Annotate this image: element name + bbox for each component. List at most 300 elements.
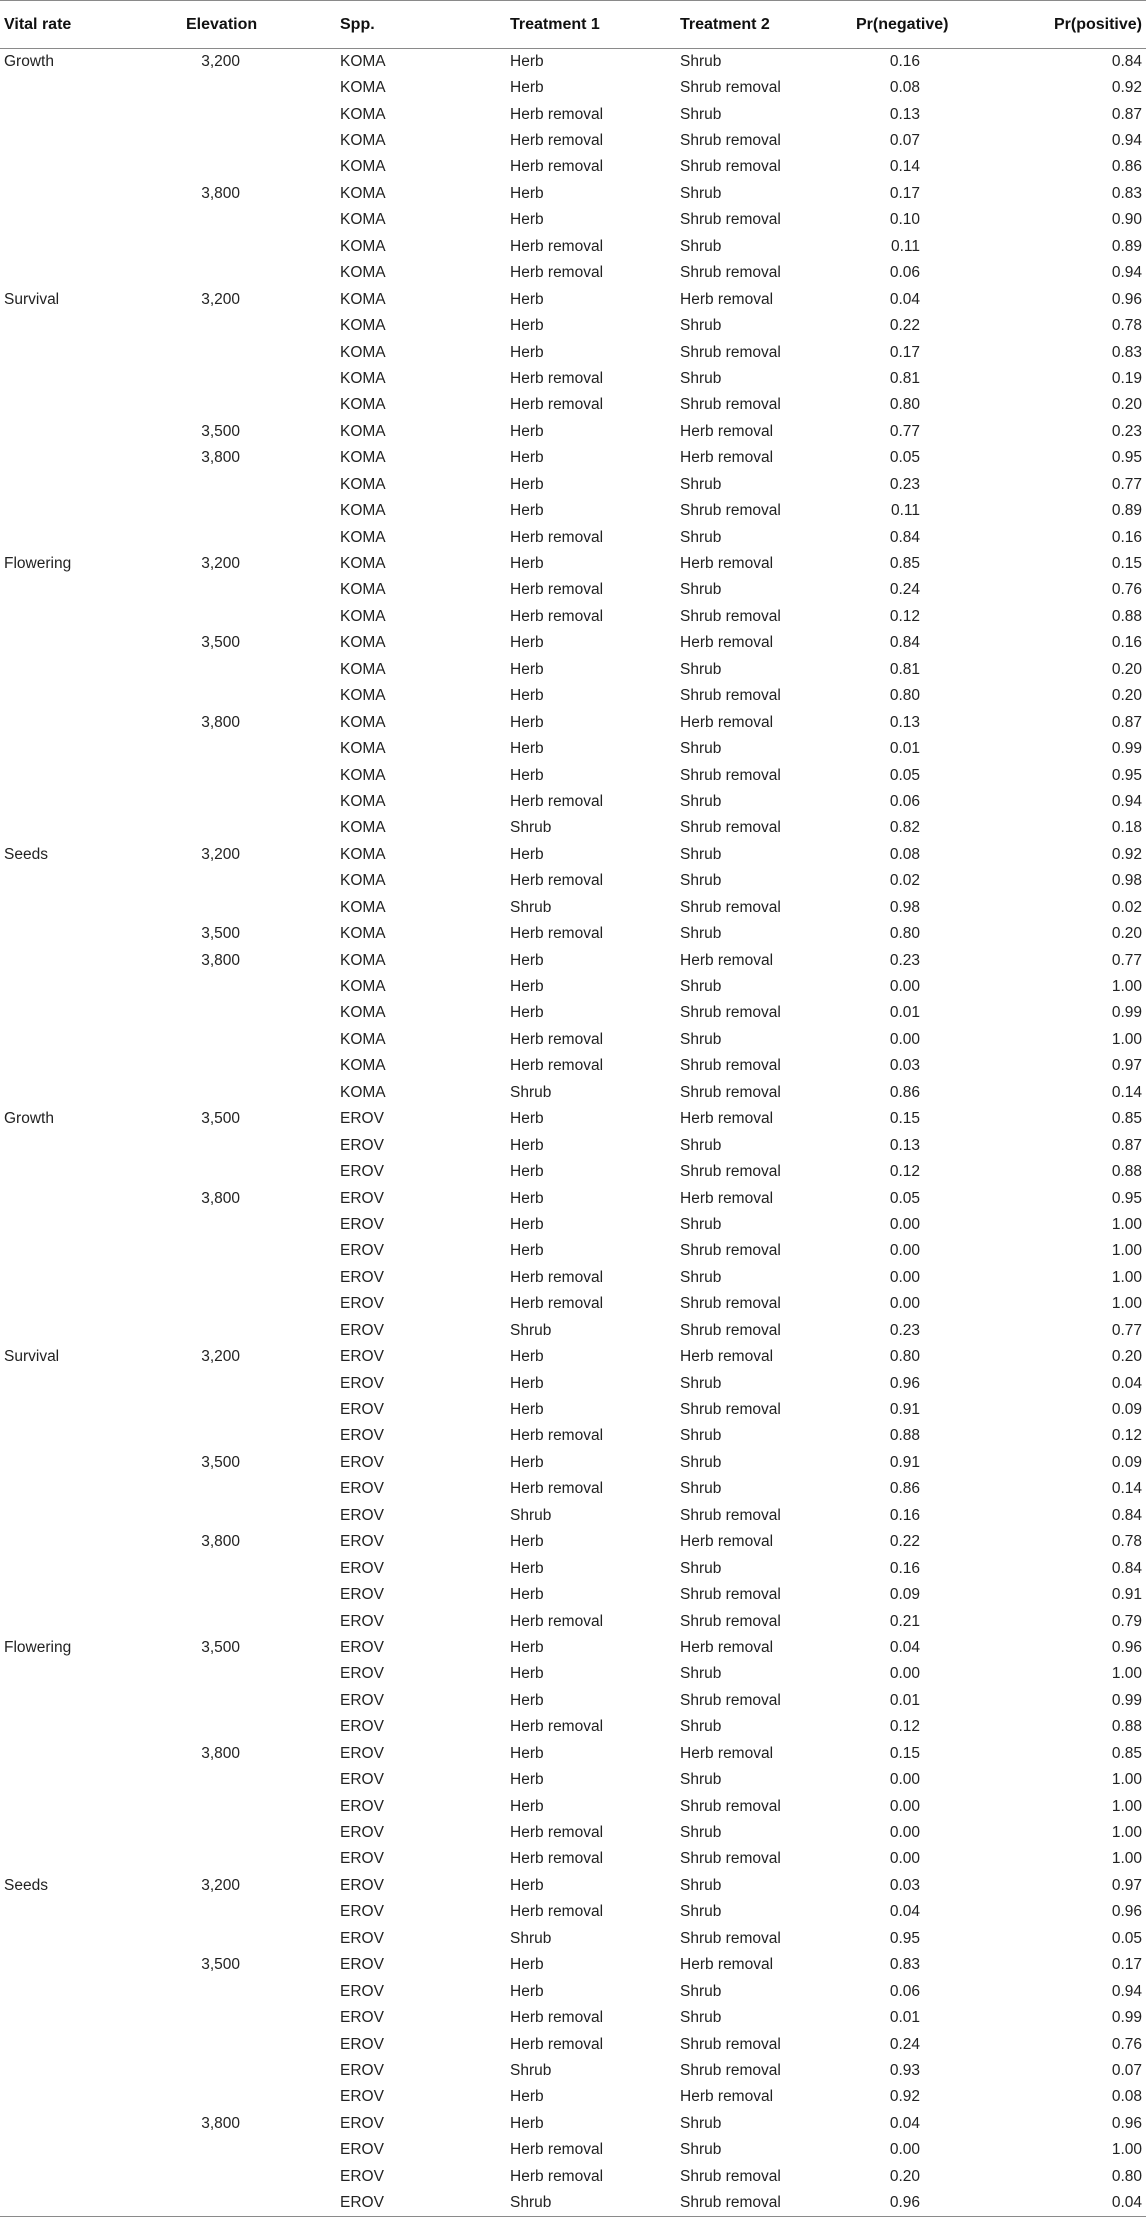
cell-pr-positive: 0.16 (1111, 634, 1142, 652)
cell-treatment-1: Herb removal (510, 1824, 604, 1842)
cell-treatment-2: Herb removal (680, 449, 774, 467)
cell-pr-positive: 0.77 (1111, 475, 1142, 493)
cell-elevation: 3,800 (201, 1189, 240, 1207)
cell-pr-positive: 0.85 (1111, 1110, 1142, 1128)
cell-treatment-1: Herb (510, 449, 544, 467)
cell-vital-rate (0, 1793, 186, 1819)
cell-vital-rate (0, 1476, 186, 1502)
cell-pr-negative: 0.01 (889, 740, 920, 758)
table-row (0, 366, 1146, 392)
table-row (0, 736, 1146, 762)
cell-vital-rate (0, 2137, 186, 2163)
table-header (0, 1, 1146, 49)
table-row (0, 498, 1146, 524)
cell-pr-positive: 0.09 (1111, 1453, 1142, 1471)
cell-vital-rate (0, 1952, 186, 1978)
cell-pr-negative: 0.80 (889, 687, 920, 705)
cell-elevation (186, 1503, 340, 1529)
cell-elevation (186, 1978, 340, 2004)
cell-treatment-1: Herb (510, 184, 544, 202)
table-row (0, 49, 1146, 75)
cell-species: KOMA (340, 898, 386, 916)
cell-vital-rate: Growth (4, 1110, 54, 1128)
cell-pr-positive: 0.89 (1111, 502, 1142, 520)
cell-pr-positive: 0.88 (1111, 1718, 1142, 1736)
cell-pr-positive: 0.89 (1111, 237, 1142, 255)
cell-pr-negative: 0.24 (889, 2035, 920, 2053)
cell-treatment-1: Herb removal (510, 1612, 604, 1630)
cell-vital-rate (0, 181, 186, 207)
cell-vital-rate (0, 1926, 186, 1952)
cell-treatment-2: Shrub (680, 845, 722, 863)
cell-vital-rate (0, 75, 186, 101)
table-row (0, 1159, 1146, 1185)
header-treatment-2: Treatment 2 (676, 1, 856, 49)
cell-species: KOMA (340, 1083, 386, 1101)
cell-pr-negative: 0.03 (889, 1057, 920, 1075)
cell-elevation (186, 1238, 340, 1264)
cell-vital-rate (0, 1053, 186, 1079)
table-row (0, 2084, 1146, 2110)
cell-pr-negative: 0.01 (889, 1004, 920, 1022)
table-row (0, 2031, 1146, 2057)
cell-vital-rate (0, 392, 186, 418)
cell-species: EROV (340, 1348, 384, 1366)
cell-elevation (186, 1423, 340, 1449)
cell-vital-rate (0, 2031, 186, 2057)
cell-treatment-1: Herb (510, 1163, 544, 1181)
cell-elevation (186, 1397, 340, 1423)
table-row (0, 260, 1146, 286)
cell-pr-negative: 0.84 (889, 528, 920, 546)
cell-elevation (186, 2058, 340, 2084)
cell-species: KOMA (340, 872, 386, 890)
cell-elevation (186, 392, 340, 418)
cell-species: KOMA (340, 158, 386, 176)
table-row (0, 868, 1146, 894)
cell-vital-rate (0, 2111, 186, 2137)
cell-pr-negative: 0.92 (889, 2088, 920, 2106)
table-row (0, 1661, 1146, 1687)
cell-species: EROV (340, 1321, 384, 1339)
cell-species: KOMA (340, 396, 386, 414)
cell-vital-rate: Flowering (4, 555, 72, 573)
cell-pr-negative: 0.06 (889, 264, 920, 282)
cell-vital-rate (0, 472, 186, 498)
cell-treatment-1: Shrub (510, 1083, 552, 1101)
cell-species: EROV (340, 1903, 384, 1921)
cell-elevation: 3,500 (201, 1453, 240, 1471)
cell-treatment-1: Herb removal (510, 1427, 604, 1445)
cell-pr-positive: 0.87 (1111, 713, 1142, 731)
cell-treatment-1: Herb (510, 687, 544, 705)
cell-vital-rate (0, 1132, 186, 1158)
cell-vital-rate (0, 1741, 186, 1767)
cell-treatment-2: Shrub removal (680, 1295, 781, 1313)
cell-species: KOMA (340, 528, 386, 546)
cell-vital-rate (0, 313, 186, 339)
cell-vital-rate (0, 1080, 186, 1106)
cell-treatment-1: Herb (510, 502, 544, 520)
cell-vital-rate (0, 1265, 186, 1291)
table-row (0, 1978, 1146, 2004)
cell-treatment-2: Shrub removal (680, 1004, 781, 1022)
cell-vital-rate (0, 2005, 186, 2031)
cell-pr-negative: 0.11 (890, 502, 920, 520)
cell-elevation (186, 101, 340, 127)
cell-treatment-2: Shrub (680, 1374, 722, 1392)
cell-treatment-2: Shrub (680, 2114, 722, 2132)
cell-pr-negative: 0.00 (889, 2141, 920, 2159)
cell-vital-rate (0, 1767, 186, 1793)
cell-treatment-1: Herb (510, 1691, 544, 1709)
cell-pr-positive: 0.76 (1111, 2035, 1142, 2053)
cell-treatment-1: Herb removal (510, 792, 604, 810)
cell-treatment-2: Shrub (680, 978, 722, 996)
table-row (0, 1873, 1146, 1899)
table-row (0, 815, 1146, 841)
cell-species: KOMA (340, 317, 386, 335)
cell-elevation (186, 1608, 340, 1634)
cell-species: EROV (340, 2061, 384, 2079)
table-row (0, 1741, 1146, 1767)
cell-pr-positive: 0.95 (1111, 766, 1142, 784)
cell-pr-negative: 0.77 (889, 422, 920, 440)
cell-treatment-1: Herb (510, 1189, 544, 1207)
cell-treatment-2: Shrub removal (680, 898, 781, 916)
table-row (0, 789, 1146, 815)
cell-pr-positive: 0.76 (1111, 581, 1142, 599)
table-row (0, 657, 1146, 683)
cell-elevation (186, 128, 340, 154)
header-pr-positive: Pr(positive) (1010, 1, 1146, 49)
header-vital-rate: Vital rate (0, 1, 186, 49)
cell-pr-positive: 0.99 (1111, 1004, 1142, 1022)
cell-treatment-2: Shrub (680, 1559, 722, 1577)
cell-treatment-2: Shrub removal (680, 2061, 781, 2079)
cell-elevation (186, 2190, 340, 2216)
cell-pr-negative: 0.88 (889, 1427, 920, 1445)
table-row (0, 313, 1146, 339)
cell-pr-negative: 0.17 (889, 184, 920, 202)
cell-elevation (186, 868, 340, 894)
cell-treatment-2: Shrub (680, 52, 722, 70)
cell-treatment-2: Shrub (680, 317, 722, 335)
cell-pr-negative: 0.96 (856, 2190, 1010, 2216)
cell-treatment-1: Herb removal (510, 2167, 604, 2185)
table-row (0, 1080, 1146, 1106)
cell-treatment-2: Herb removal (680, 1348, 774, 1366)
table-row (0, 1926, 1146, 1952)
cell-pr-negative: 0.91 (889, 1401, 920, 1419)
cell-species: KOMA (340, 502, 386, 520)
table-row (0, 181, 1146, 207)
cell-vital-rate (0, 1608, 186, 1634)
cell-vital-rate (0, 974, 186, 1000)
cell-treatment-1: Herb removal (510, 369, 604, 387)
cell-species: KOMA (340, 1057, 386, 1075)
cell-treatment-2: Shrub removal (680, 264, 781, 282)
cell-vital-rate (0, 657, 186, 683)
cell-treatment-1: Herb (510, 317, 544, 335)
cell-treatment-2: Shrub (680, 237, 722, 255)
cell-treatment-2: Shrub removal (680, 1929, 781, 1947)
cell-treatment-2: Shrub removal (680, 766, 781, 784)
cell-vital-rate: Seeds (4, 845, 48, 863)
cell-elevation: 3,500 (201, 1956, 240, 1974)
table-row (0, 1397, 1146, 1423)
cell-treatment-2: Shrub removal (680, 607, 781, 625)
table-row (0, 207, 1146, 233)
cell-pr-positive: 0.20 (1111, 687, 1142, 705)
cell-vital-rate (0, 947, 186, 973)
table-body (0, 49, 1146, 2217)
cell-pr-negative: 0.15 (889, 1744, 920, 1762)
cell-elevation: 3,800 (201, 951, 240, 969)
cell-pr-negative: 0.20 (889, 2167, 920, 2185)
cell-treatment-2: Shrub (680, 2141, 722, 2159)
cell-treatment-1: Herb (510, 1136, 544, 1154)
cell-pr-positive: 0.90 (1111, 211, 1142, 229)
cell-treatment-2: Shrub (680, 1453, 722, 1471)
cell-pr-positive: 0.94 (1111, 132, 1142, 150)
cell-pr-positive: 0.07 (1111, 2061, 1142, 2079)
cell-treatment-1: Herb (510, 1110, 544, 1128)
cell-pr-positive: 0.84 (1111, 1506, 1142, 1524)
cell-treatment-1: Herb (510, 845, 544, 863)
cell-pr-negative: 0.00 (889, 1797, 920, 1815)
cell-pr-positive: 0.94 (1111, 264, 1142, 282)
cell-pr-negative: 0.00 (889, 1771, 920, 1789)
table-row (0, 472, 1146, 498)
cell-species: KOMA (340, 978, 386, 996)
cell-treatment-1: Herb removal (510, 1480, 604, 1498)
cell-treatment-1: Herb removal (510, 607, 604, 625)
cell-pr-negative: 0.98 (889, 898, 920, 916)
cell-elevation (186, 1476, 340, 1502)
cell-pr-positive: 0.88 (1111, 1163, 1142, 1181)
cell-treatment-1: Herb removal (510, 1850, 604, 1868)
cell-elevation: 3,200 (201, 1348, 240, 1366)
cell-treatment-1: Herb (510, 1559, 544, 1577)
cell-treatment-1: Herb (510, 475, 544, 493)
cell-species: EROV (340, 1533, 384, 1551)
cell-treatment-2: Shrub (680, 1268, 722, 1286)
cell-treatment-2: Shrub (680, 872, 722, 890)
header-pr-negative: Pr(negative) (856, 1, 1010, 49)
cell-treatment-1: Shrub (510, 2061, 552, 2079)
cell-treatment-2: Herb removal (680, 1744, 774, 1762)
cell-pr-negative: 0.80 (889, 1348, 920, 1366)
cell-pr-positive: 0.20 (1111, 396, 1142, 414)
cell-species: EROV (340, 1506, 384, 1524)
cell-pr-negative: 0.16 (889, 1559, 920, 1577)
cell-elevation (186, 234, 340, 260)
table-row (0, 1344, 1146, 1370)
cell-treatment-1: Herb (510, 978, 544, 996)
cell-pr-negative: 0.21 (889, 1612, 920, 1630)
cell-elevation (186, 1661, 340, 1687)
table-row (0, 286, 1146, 312)
cell-treatment-2: Shrub (680, 1876, 722, 1894)
cell-treatment-2: Shrub removal (680, 79, 781, 97)
cell-pr-positive: 0.17 (1111, 1956, 1142, 1974)
cell-species: EROV (340, 1189, 384, 1207)
cell-species: EROV (340, 2167, 384, 2185)
cell-elevation: 3,500 (201, 1110, 240, 1128)
cell-treatment-1: Herb removal (510, 1295, 604, 1313)
cell-species: KOMA (340, 660, 386, 678)
cell-vital-rate (0, 1370, 186, 1396)
cell-species: KOMA (340, 792, 386, 810)
cell-elevation: 3,500 (201, 925, 240, 943)
table-row (0, 1952, 1146, 1978)
cell-treatment-1: Herb removal (510, 872, 604, 890)
cell-pr-positive: 1.00 (1111, 1824, 1142, 1842)
cell-treatment-2: Shrub (680, 581, 722, 599)
table-row (0, 683, 1146, 709)
header-elevation: Elevation (186, 1, 340, 49)
cell-pr-positive: 0.92 (1111, 845, 1142, 863)
cell-vital-rate (0, 1000, 186, 1026)
cell-pr-negative: 0.81 (889, 369, 920, 387)
cell-treatment-1: Herb (510, 211, 544, 229)
cell-species: KOMA (340, 555, 386, 573)
table-row (0, 1688, 1146, 1714)
cell-pr-positive: 0.04 (1010, 2190, 1146, 2216)
cell-species: EROV (340, 2190, 508, 2216)
table-row (0, 392, 1146, 418)
cell-treatment-2: Shrub removal (680, 502, 781, 520)
cell-species: KOMA (340, 449, 386, 467)
cell-treatment-1: Herb (510, 1242, 544, 1260)
cell-treatment-1: Shrub (510, 1506, 552, 1524)
cell-species: EROV (340, 1401, 384, 1419)
cell-vital-rate: Growth (4, 52, 54, 70)
cell-elevation (186, 1846, 340, 1872)
cell-pr-positive: 1.00 (1111, 1030, 1142, 1048)
table-row (0, 577, 1146, 603)
cell-pr-positive: 0.98 (1111, 872, 1142, 890)
cell-pr-positive: 0.08 (1111, 2088, 1142, 2106)
cell-pr-positive: 0.99 (1111, 2009, 1142, 2027)
cell-pr-positive: 1.00 (1111, 1215, 1142, 1233)
cell-treatment-2: Herb removal (680, 1110, 774, 1128)
cell-treatment-2: Herb removal (680, 2088, 774, 2106)
cell-vital-rate (0, 683, 186, 709)
cell-treatment-2: Shrub removal (680, 1321, 781, 1339)
cell-pr-negative: 0.80 (889, 396, 920, 414)
table-row (0, 1106, 1146, 1132)
cell-elevation (186, 524, 340, 550)
cell-treatment-2: Shrub removal (680, 687, 781, 705)
cell-pr-positive: 0.16 (1111, 528, 1142, 546)
cell-treatment-2: Shrub removal (680, 1506, 781, 1524)
cell-vital-rate (0, 604, 186, 630)
table-row (0, 1793, 1146, 1819)
cell-treatment-1: Herb removal (510, 132, 604, 150)
table-row (0, 1635, 1146, 1661)
cell-pr-positive: 0.14 (1111, 1083, 1142, 1101)
cell-pr-positive: 1.00 (1111, 1771, 1142, 1789)
cell-elevation: 3,200 (201, 52, 240, 70)
table-row (0, 1212, 1146, 1238)
cell-pr-negative: 0.05 (889, 449, 920, 467)
cell-elevation (186, 1027, 340, 1053)
cell-treatment-2: Herb removal (680, 555, 774, 573)
cell-vital-rate (0, 1450, 186, 1476)
cell-pr-positive: 0.20 (1111, 1348, 1142, 1366)
table-row (0, 1555, 1146, 1581)
cell-treatment-1: Shrub (510, 1929, 552, 1947)
cell-elevation (186, 1318, 340, 1344)
cell-pr-positive: 0.05 (1111, 1929, 1142, 1947)
cell-pr-negative: 0.86 (889, 1083, 920, 1101)
cell-pr-positive: 0.12 (1111, 1427, 1142, 1445)
cell-vital-rate (0, 1212, 186, 1238)
cell-pr-positive: 1.00 (1111, 1797, 1142, 1815)
cell-treatment-1: Herb (510, 2114, 544, 2132)
cell-pr-positive: 0.84 (1111, 52, 1142, 70)
cell-treatment-2: Herb removal (680, 1956, 774, 1974)
cell-treatment-1: Herb removal (510, 528, 604, 546)
cell-pr-negative: 0.13 (889, 713, 920, 731)
cell-species: EROV (340, 1163, 384, 1181)
cell-elevation (186, 1265, 340, 1291)
cell-pr-negative: 0.10 (889, 211, 920, 229)
cell-treatment-1: Herb (510, 290, 544, 308)
cell-treatment-2: Shrub (680, 1771, 722, 1789)
table-row (0, 1291, 1146, 1317)
cell-elevation (186, 339, 340, 365)
cell-vital-rate (0, 895, 186, 921)
cell-treatment-1: Shrub (510, 1321, 552, 1339)
cell-species: EROV (340, 1110, 384, 1128)
cell-treatment-1: Herb (510, 1533, 544, 1551)
cell-species: EROV (340, 1665, 384, 1683)
cell-treatment-2: Shrub removal (680, 343, 781, 361)
cell-vital-rate (0, 154, 186, 180)
cell-vital-rate (0, 1688, 186, 1714)
cell-pr-positive: 1.00 (1111, 1850, 1142, 1868)
cell-species: KOMA (340, 687, 386, 705)
cell-treatment-2: Shrub (680, 1718, 722, 1736)
cell-treatment-2: Shrub removal (680, 158, 781, 176)
cell-species: EROV (340, 2141, 384, 2159)
table-row (0, 762, 1146, 788)
cell-treatment-1: Herb (510, 1215, 544, 1233)
cell-pr-positive: 0.20 (1111, 925, 1142, 943)
cell-vital-rate (0, 789, 186, 815)
cell-pr-negative: 0.00 (889, 1030, 920, 1048)
cell-pr-negative: 0.00 (889, 1295, 920, 1313)
cell-species: KOMA (340, 845, 386, 863)
cell-elevation (186, 1714, 340, 1740)
cell-species: KOMA (340, 52, 386, 70)
cell-elevation (186, 762, 340, 788)
cell-treatment-2: Shrub (680, 475, 722, 493)
cell-elevation: 3,800 (201, 184, 240, 202)
cell-treatment-2: Shrub removal (680, 2035, 781, 2053)
cell-treatment-2: Shrub removal (680, 132, 781, 150)
cell-elevation (186, 1159, 340, 1185)
cell-elevation: 3,200 (201, 845, 240, 863)
cell-pr-positive: 0.87 (1111, 105, 1142, 123)
cell-vital-rate (0, 1529, 186, 1555)
cell-species: EROV (340, 1374, 384, 1392)
cell-treatment-1: Herb (510, 1004, 544, 1022)
cell-vital-rate (0, 1503, 186, 1529)
